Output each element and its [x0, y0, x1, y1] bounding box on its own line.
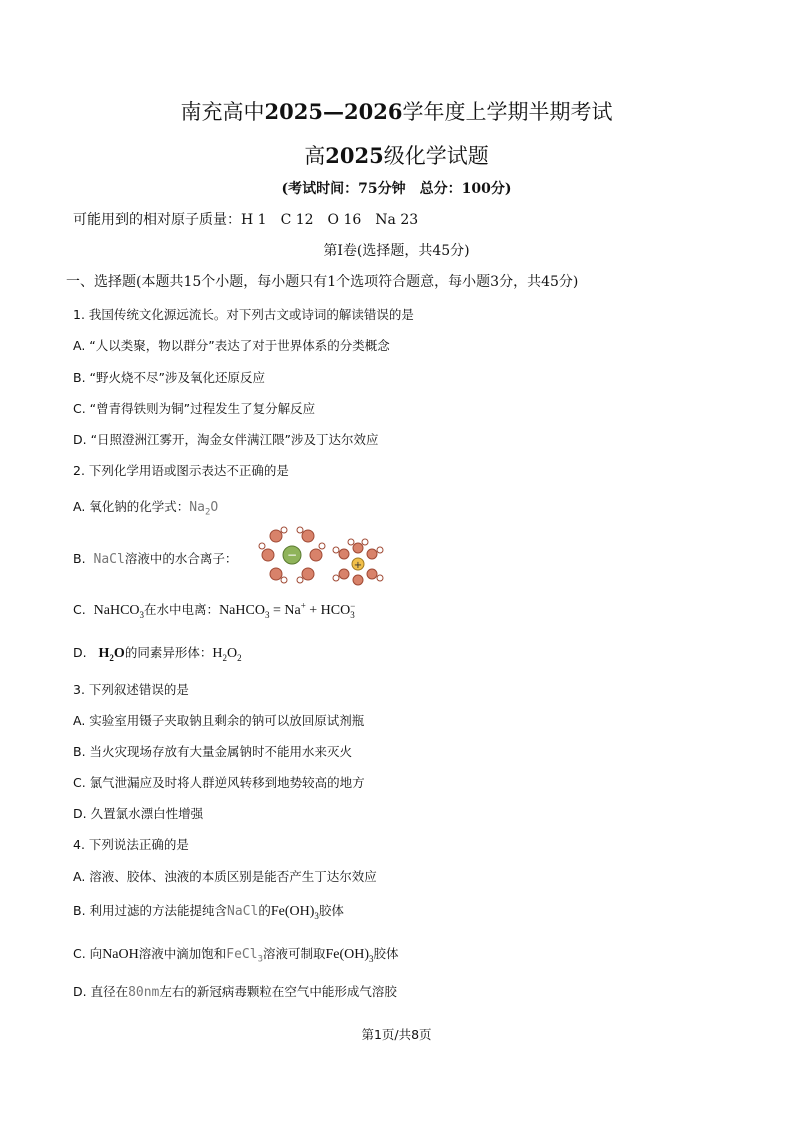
- q3-option-d: D. 久置氯水漂白性增强: [73, 806, 204, 821]
- exam-info: (考试时间：75分钟 总分：100分): [281, 181, 512, 197]
- q4-c-text3: 溶液可制取: [262, 946, 326, 961]
- q4-b-colloid: $Fe(OH)_3$: [270, 904, 319, 921]
- q2-d-allotrope: $H_2O_2$: [212, 646, 242, 663]
- title-years: 2025—2026: [264, 99, 403, 124]
- q4-c-formula2: FeCl$_3$: [226, 947, 263, 965]
- q2-a-formula: $Na_2O$: [189, 500, 219, 518]
- q4-stem: 4. 下列说法正确的是: [73, 837, 189, 852]
- q4-d-text2: 左右的新冠病毒颗粒在空气中能形成气溶胶: [159, 984, 397, 999]
- q4-b-text2: 的: [258, 903, 271, 918]
- q2-a-text: A. 氧化钠的化学式：: [73, 499, 190, 514]
- title-term: 学年度上学期半期考试: [402, 100, 613, 124]
- q2-c-equation: NaHCO$_3$ = Na+ + HCO − 3: [219, 600, 356, 620]
- subtitle-year: 2025: [325, 143, 384, 168]
- q2-option-b: [73, 549, 237, 567]
- exam-subtitle: [0, 140, 793, 170]
- q4-c-formula1: NaOH: [102, 947, 139, 962]
- atomic-mass-note: 可能用到的相对原子质量：H 1 C 12 O 16 Na 23: [73, 212, 419, 228]
- q3-option-b: B. 当火灾现场存放有大量金属钠时不能用水来灭火: [73, 744, 353, 759]
- q4-c-colloid: $Fe(OH)_3$: [325, 947, 374, 964]
- subtitle-pre: 高: [304, 144, 326, 168]
- title-school: 南充高中: [180, 100, 265, 124]
- q3-stem: 3. 下列叙述错误的是: [73, 682, 189, 697]
- q2-d-prefix: D.: [73, 645, 87, 660]
- q2-c-prefix: C.: [73, 602, 86, 617]
- exam-title: [0, 96, 793, 126]
- q2-c-formula: NaHCO$_3$: [93, 603, 145, 620]
- q4-b-text1: B. 利用过滤的方法能提纯含: [73, 903, 228, 918]
- q4-d-formula: 80nm: [128, 985, 160, 1000]
- q1-option-b: B. “野火烧不尽”涉及氧化还原反应: [73, 370, 265, 385]
- q1-stem: 1. 我国传统文化源远流长。对下列古文或诗词的解读错误的是: [73, 307, 414, 322]
- q1-option-c: C. “曾青得铁则为铜”过程发生了复分解反应: [73, 401, 316, 416]
- q4-c-text1: C. 向: [73, 946, 103, 961]
- q4-c-text4: 胶体: [373, 946, 399, 961]
- q2-d-text: 的同素异形体：: [124, 645, 213, 660]
- q3-option-c: C. 氯气泄漏应及时将人群逆风转移到地势较高的地方: [73, 775, 365, 790]
- q2-b-formula: NaCl: [93, 552, 125, 567]
- q3-option-a: A. 实验室用镊子夹取钠且剩余的钠可以放回原试剂瓶: [73, 713, 365, 728]
- q1-option-a: A. “人以类聚，物以群分”表达了对于世界体系的分类概念: [73, 338, 390, 353]
- q2-option-d: [73, 643, 242, 663]
- hydrated-ions-diagram: [256, 522, 390, 586]
- q2-b-text: 溶液中的水合离子：: [124, 551, 238, 566]
- q2-c-text: 在水中电离：: [144, 602, 220, 617]
- q4-option-b: [73, 901, 344, 921]
- section-heading: 一、选择题(本题共15个小题，每小题只有1个选项符合题意，每小题3分，共45分): [66, 274, 579, 290]
- q2-option-c: [73, 600, 355, 620]
- hydrated-sodium-ion: [333, 539, 383, 585]
- q4-d-text1: D. 直径在: [73, 984, 129, 999]
- q1-option-d: D. “日照澄洲江雾开，淘金女伴满江隈”涉及丁达尔效应: [73, 432, 379, 447]
- volume-heading: 第Ⅰ卷(选择题，共45分): [323, 243, 470, 259]
- q2-b-prefix: B.: [73, 551, 86, 566]
- subtitle-post: 级化学试题: [383, 144, 489, 168]
- q4-b-text3: 胶体: [318, 903, 344, 918]
- hydrated-chloride-ion: [259, 527, 325, 583]
- page-footer: 第1页/共8页: [361, 1027, 432, 1042]
- svg-text:−: −: [286, 548, 298, 562]
- q4-b-formula: NaCl: [227, 904, 259, 919]
- q4-c-text2: 溶液中滴加饱和: [138, 946, 227, 961]
- q2-d-formula: $H_2O$: [98, 646, 125, 663]
- q4-option-a: A. 溶液、胶体、浊液的本质区别是能否产生丁达尔效应: [73, 869, 377, 884]
- svg-text:+: +: [353, 560, 363, 571]
- q4-option-c: [73, 944, 399, 965]
- q2-option-a: [73, 497, 218, 518]
- q4-option-d: [73, 982, 397, 1000]
- q2-stem: 2. 下列化学用语或图示表达不正确的是: [73, 463, 289, 478]
